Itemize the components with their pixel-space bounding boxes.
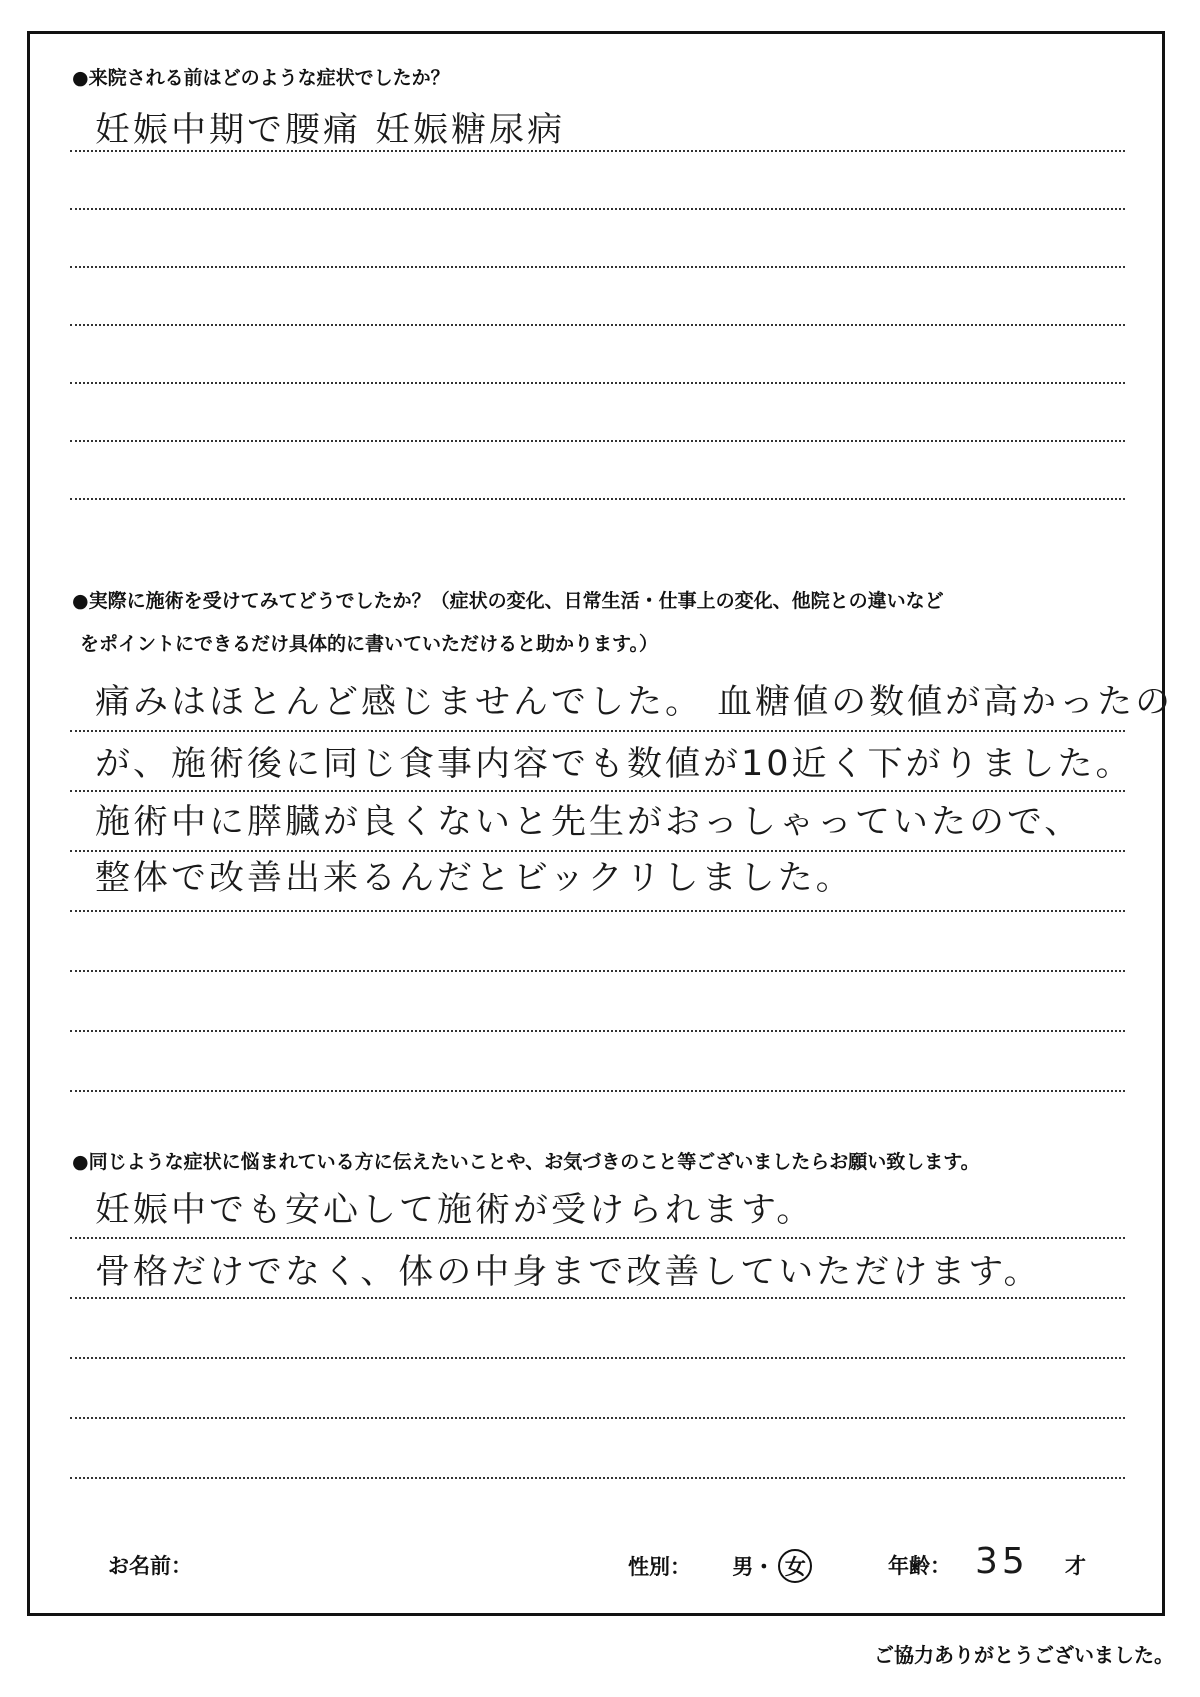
gender-field — [628, 1549, 812, 1583]
ruled-line — [70, 910, 1125, 912]
answer-3-line-2: 骨格だけでなく、体の中身まで改善していただけます。 — [95, 1252, 1042, 1292]
question-3: ●同じような症状に悩まれている方に伝えたいことや、お気づきのこと等ございましたらお願い致します。 — [72, 1151, 980, 1173]
age-label: 年齢： — [888, 1554, 951, 1578]
ruled-line — [70, 1297, 1125, 1299]
age-unit: 才 — [1065, 1554, 1086, 1578]
age-value: 35 — [975, 1541, 1029, 1582]
answer-2-line-3: 施術中に膵臓が良くないと先生がおっしゃっていたので、 — [95, 802, 1083, 842]
ruled-line — [70, 1417, 1125, 1419]
answer-1-line-1: 妊娠中期で腰痛 妊娠糖尿病 — [95, 110, 566, 150]
ruled-line — [70, 266, 1125, 268]
ruled-line — [70, 440, 1125, 442]
ruled-line — [70, 850, 1125, 852]
ruled-line — [70, 382, 1125, 384]
gender-label: 性別： — [628, 1555, 691, 1579]
answer-2-line-2: が、施術後に同じ食事内容でも数値が10近く下がりました。 — [95, 744, 1134, 784]
question-2-line-2: をポイントにできるだけ具体的に書いていただけると助かります。） — [80, 633, 658, 655]
ruled-line — [70, 1477, 1125, 1479]
ruled-line — [70, 1030, 1125, 1032]
ruled-line — [70, 150, 1125, 152]
gender-separator: ・ — [753, 1555, 775, 1579]
answer-3-line-1: 妊娠中でも安心して施術が受けられます。 — [95, 1190, 815, 1230]
question-1: ●来院される前はどのような症状でしたか？ — [72, 67, 450, 89]
ruled-line — [70, 324, 1125, 326]
ruled-line — [70, 970, 1125, 972]
gender-male: 男 — [732, 1555, 754, 1579]
ruled-line — [70, 1357, 1125, 1359]
ruled-line — [70, 730, 1125, 732]
gender-female-circled: 女 — [778, 1549, 812, 1583]
ruled-line — [70, 498, 1125, 500]
ruled-line — [70, 790, 1125, 792]
question-2-line-1: ●実際に施術を受けてみてどうでしたか？（症状の変化、日常生活・仕事上の変化、他院との違いなど — [72, 590, 944, 612]
name-label: お名前： — [108, 1554, 192, 1578]
thanks-note: ご協力ありがとうございました。 — [874, 1643, 1174, 1667]
answer-2-line-4: 整体で改善出来るんだとビックリしました。 — [95, 858, 854, 898]
answer-2-line-1: 痛みはほとんど感じませんでした。 血糖値の数値が高かったの — [95, 682, 1174, 722]
ruled-line — [70, 208, 1125, 210]
ruled-line — [70, 1237, 1125, 1239]
ruled-line — [70, 1090, 1125, 1092]
